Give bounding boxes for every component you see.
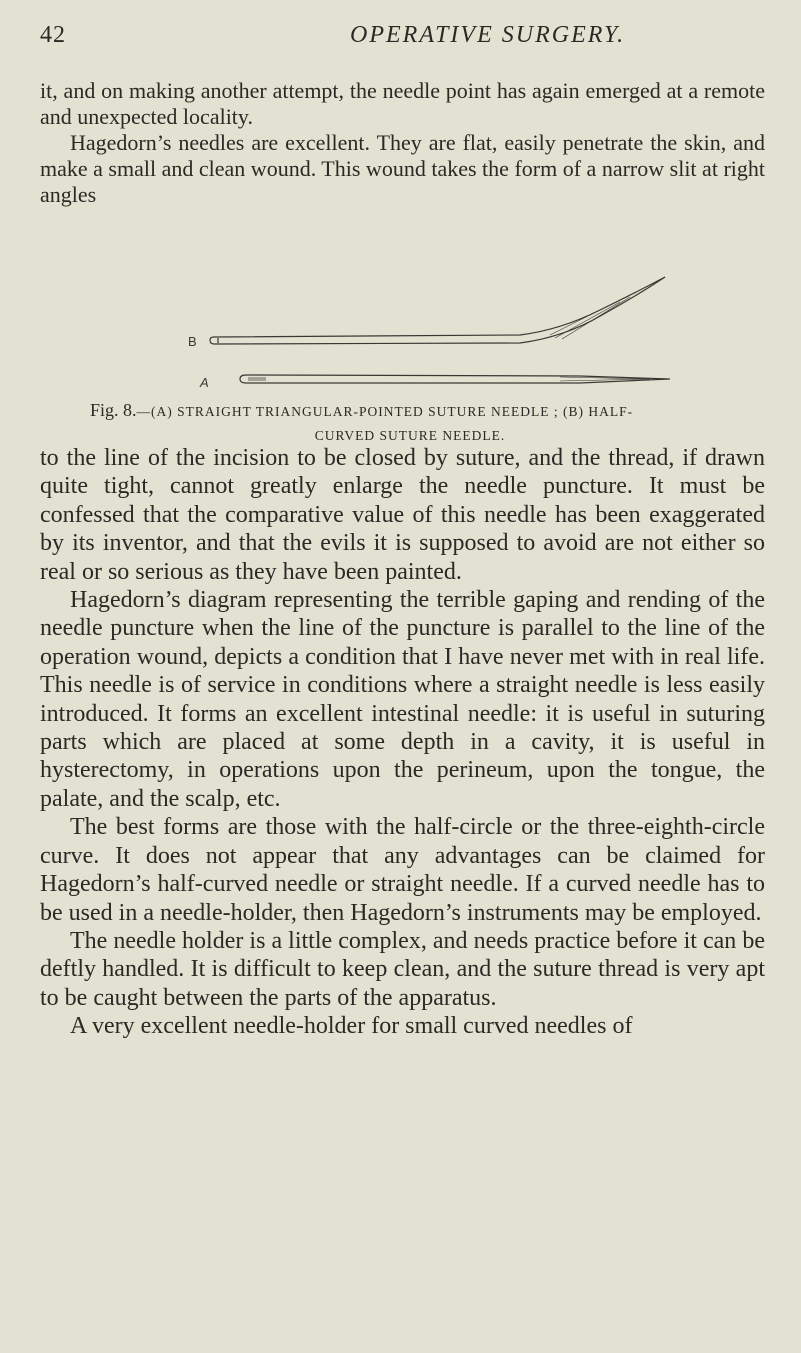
paragraph: The needle holder is a little complex, and needs practice before it can be deftly handled. It is difficult to keep clean, and the suture thread is very apt to be caught between the parts of the apparatus. (40, 927, 765, 1011)
text-block-top (40, 78, 765, 208)
paragraph: Hagedorn’s needles are excellent. They are flat, easily penetrate the skin, and make a small and clean wound. This wound takes the form of a narrow slit at right angles (40, 130, 765, 207)
paragraph: A very excellent needle-holder for small curved needles of (70, 1013, 633, 1040)
needle-b (210, 277, 665, 344)
figure-caption (90, 398, 730, 448)
page-header (40, 22, 760, 62)
paragraph: The best forms are those with the half-circle or the three-eighth-circle curve. It does not appear that any advantages can be claimed for Hagedorn’s half-curved needle or straight needle. If a curved needle has to be used in a needle-holder, then Hagedorn’s instruments may be employed. (40, 814, 765, 926)
running-title: OPERATIVE SURGERY. (350, 22, 626, 48)
label-a: A (200, 375, 209, 390)
caption-line-1: —(A) STRAIGHT TRIANGULAR-POINTED SUTURE NEEDLE ; (B) HALF- (136, 404, 634, 419)
page-number: 42 (40, 22, 66, 48)
text-block-bottom (40, 444, 765, 1041)
needle-illustration (180, 275, 680, 395)
needle-a (240, 375, 670, 383)
label-b: B (188, 334, 197, 349)
paragraph: it, and on making another attempt, the needle point has again emerged at a remote and unexpected locality. (40, 78, 765, 129)
paragraph: to the line of the incision to be closed by suture, and the thread, if drawn quite tight, cannot greatly enlarge the needle puncture. It must be confessed that the comparative value of this needle has been exaggerated by its inventor, and that the evils it is supposed to avoid are not either so real or so serious as they have been painted. (40, 445, 765, 585)
caption-lead: Fig. 8. (90, 400, 137, 420)
paragraph: Hagedorn’s diagram representing the terrible gaping and rending of the needle puncture when the line of the puncture is parallel to the line of the operation wound, depicts a condition that I have never met with in real life. This needle is of service in conditions where a straight needle is less easily introduced. It forms an excellent intestinal needle: it is useful in suturing parts which are placed at some depth in a cavity, it is useful in hysterectomy, in operations upon the perineum, upon the tongue, the palate, and the scalp, etc. (40, 587, 765, 812)
caption-line-2: CURVED SUTURE NEEDLE. (314, 428, 506, 443)
figure-needles (180, 275, 680, 395)
